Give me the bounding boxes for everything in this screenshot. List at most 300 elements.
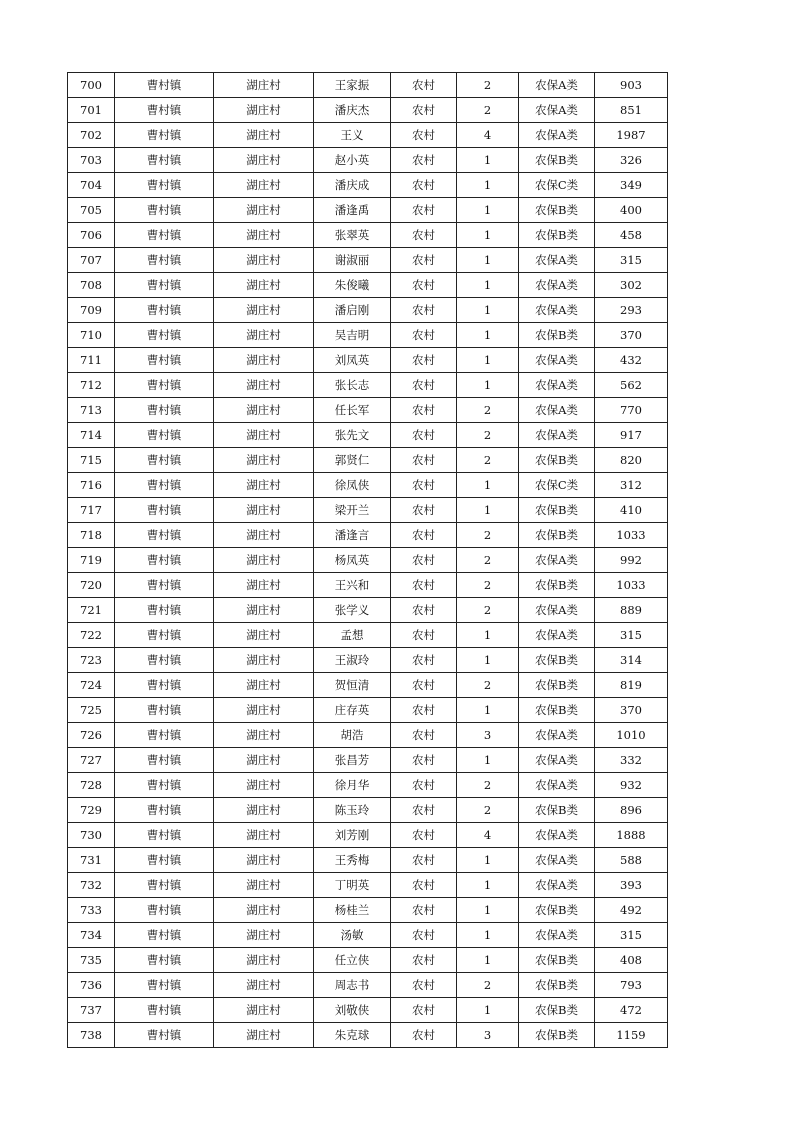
village-cell: 湖庄村 xyxy=(214,698,314,723)
amount-cell: 432 xyxy=(595,348,668,373)
name-cell: 张翠英 xyxy=(314,223,391,248)
amount-cell: 820 xyxy=(595,448,668,473)
row-number-cell: 721 xyxy=(68,598,115,623)
name-cell: 汤敏 xyxy=(314,923,391,948)
household-size-cell: 1 xyxy=(457,698,519,723)
village-cell: 湖庄村 xyxy=(214,298,314,323)
amount-cell: 410 xyxy=(595,498,668,523)
amount-cell: 472 xyxy=(595,998,668,1023)
household-size-cell: 2 xyxy=(457,98,519,123)
household-size-cell: 2 xyxy=(457,523,519,548)
area-type-cell: 农村 xyxy=(391,998,457,1023)
village-cell: 湖庄村 xyxy=(214,823,314,848)
area-type-cell: 农村 xyxy=(391,598,457,623)
category-cell: 农保A类 xyxy=(519,373,595,398)
village-cell: 湖庄村 xyxy=(214,423,314,448)
row-number-cell: 700 xyxy=(68,73,115,98)
household-size-cell: 1 xyxy=(457,923,519,948)
category-cell: 农保B类 xyxy=(519,973,595,998)
village-cell: 湖庄村 xyxy=(214,973,314,998)
town-cell: 曹村镇 xyxy=(115,173,214,198)
town-cell: 曹村镇 xyxy=(115,898,214,923)
category-cell: 农保B类 xyxy=(519,498,595,523)
town-cell: 曹村镇 xyxy=(115,873,214,898)
village-cell: 湖庄村 xyxy=(214,998,314,1023)
category-cell: 农保B类 xyxy=(519,448,595,473)
row-number-cell: 704 xyxy=(68,173,115,198)
household-size-cell: 1 xyxy=(457,323,519,348)
name-cell: 朱俊曦 xyxy=(314,273,391,298)
village-cell: 湖庄村 xyxy=(214,848,314,873)
amount-cell: 314 xyxy=(595,648,668,673)
village-cell: 湖庄村 xyxy=(214,873,314,898)
row-number-cell: 714 xyxy=(68,423,115,448)
village-cell: 湖庄村 xyxy=(214,573,314,598)
roster-body xyxy=(68,73,668,1048)
table-row xyxy=(68,98,668,123)
village-cell: 湖庄村 xyxy=(214,548,314,573)
household-size-cell: 3 xyxy=(457,1023,519,1048)
village-cell: 湖庄村 xyxy=(214,798,314,823)
row-number-cell: 706 xyxy=(68,223,115,248)
area-type-cell: 农村 xyxy=(391,73,457,98)
table-row xyxy=(68,1023,668,1048)
category-cell: 农保A类 xyxy=(519,273,595,298)
name-cell: 谢淑丽 xyxy=(314,248,391,273)
town-cell: 曹村镇 xyxy=(115,598,214,623)
household-size-cell: 4 xyxy=(457,123,519,148)
town-cell: 曹村镇 xyxy=(115,148,214,173)
village-cell: 湖庄村 xyxy=(214,273,314,298)
town-cell: 曹村镇 xyxy=(115,673,214,698)
area-type-cell: 农村 xyxy=(391,198,457,223)
area-type-cell: 农村 xyxy=(391,123,457,148)
table-row xyxy=(68,498,668,523)
household-size-cell: 2 xyxy=(457,398,519,423)
household-size-cell: 2 xyxy=(457,773,519,798)
name-cell: 徐月华 xyxy=(314,773,391,798)
table-row xyxy=(68,348,668,373)
amount-cell: 1033 xyxy=(595,573,668,598)
household-size-cell: 1 xyxy=(457,473,519,498)
village-cell: 湖庄村 xyxy=(214,748,314,773)
category-cell: 农保A类 xyxy=(519,398,595,423)
name-cell: 潘庆杰 xyxy=(314,98,391,123)
category-cell: 农保A类 xyxy=(519,548,595,573)
household-size-cell: 1 xyxy=(457,173,519,198)
area-type-cell: 农村 xyxy=(391,548,457,573)
category-cell: 农保B类 xyxy=(519,698,595,723)
area-type-cell: 农村 xyxy=(391,498,457,523)
category-cell: 农保B类 xyxy=(519,648,595,673)
town-cell: 曹村镇 xyxy=(115,648,214,673)
table-row xyxy=(68,448,668,473)
amount-cell: 315 xyxy=(595,623,668,648)
category-cell: 农保A类 xyxy=(519,73,595,98)
town-cell: 曹村镇 xyxy=(115,473,214,498)
row-number-cell: 713 xyxy=(68,398,115,423)
area-type-cell: 农村 xyxy=(391,173,457,198)
category-cell: 农保A类 xyxy=(519,598,595,623)
table-row xyxy=(68,298,668,323)
category-cell: 农保B类 xyxy=(519,798,595,823)
row-number-cell: 702 xyxy=(68,123,115,148)
table-row xyxy=(68,748,668,773)
household-size-cell: 1 xyxy=(457,873,519,898)
row-number-cell: 717 xyxy=(68,498,115,523)
name-cell: 任长军 xyxy=(314,398,391,423)
village-cell: 湖庄村 xyxy=(214,648,314,673)
table-row xyxy=(68,173,668,198)
village-cell: 湖庄村 xyxy=(214,98,314,123)
category-cell: 农保B类 xyxy=(519,998,595,1023)
category-cell: 农保A类 xyxy=(519,623,595,648)
table-row xyxy=(68,898,668,923)
category-cell: 农保A类 xyxy=(519,823,595,848)
village-cell: 湖庄村 xyxy=(214,948,314,973)
category-cell: 农保B类 xyxy=(519,673,595,698)
name-cell: 朱克球 xyxy=(314,1023,391,1048)
village-cell: 湖庄村 xyxy=(214,398,314,423)
table-row xyxy=(68,948,668,973)
row-number-cell: 727 xyxy=(68,748,115,773)
amount-cell: 1159 xyxy=(595,1023,668,1048)
category-cell: 农保A类 xyxy=(519,248,595,273)
table-row xyxy=(68,823,668,848)
area-type-cell: 农村 xyxy=(391,648,457,673)
village-cell: 湖庄村 xyxy=(214,623,314,648)
amount-cell: 458 xyxy=(595,223,668,248)
household-size-cell: 2 xyxy=(457,973,519,998)
household-size-cell: 2 xyxy=(457,448,519,473)
amount-cell: 1033 xyxy=(595,523,668,548)
amount-cell: 393 xyxy=(595,873,668,898)
amount-cell: 793 xyxy=(595,973,668,998)
table-row xyxy=(68,548,668,573)
household-size-cell: 2 xyxy=(457,798,519,823)
row-number-cell: 738 xyxy=(68,1023,115,1048)
amount-cell: 992 xyxy=(595,548,668,573)
village-cell: 湖庄村 xyxy=(214,173,314,198)
row-number-cell: 733 xyxy=(68,898,115,923)
category-cell: 农保B类 xyxy=(519,948,595,973)
row-number-cell: 729 xyxy=(68,798,115,823)
table-row xyxy=(68,223,668,248)
name-cell: 张先文 xyxy=(314,423,391,448)
town-cell: 曹村镇 xyxy=(115,398,214,423)
category-cell: 农保A类 xyxy=(519,723,595,748)
amount-cell: 400 xyxy=(595,198,668,223)
town-cell: 曹村镇 xyxy=(115,848,214,873)
area-type-cell: 农村 xyxy=(391,223,457,248)
area-type-cell: 农村 xyxy=(391,723,457,748)
town-cell: 曹村镇 xyxy=(115,773,214,798)
row-number-cell: 711 xyxy=(68,348,115,373)
household-size-cell: 1 xyxy=(457,223,519,248)
village-cell: 湖庄村 xyxy=(214,723,314,748)
town-cell: 曹村镇 xyxy=(115,323,214,348)
town-cell: 曹村镇 xyxy=(115,948,214,973)
town-cell: 曹村镇 xyxy=(115,448,214,473)
town-cell: 曹村镇 xyxy=(115,273,214,298)
name-cell: 陈玉玲 xyxy=(314,798,391,823)
village-cell: 湖庄村 xyxy=(214,198,314,223)
category-cell: 农保A类 xyxy=(519,423,595,448)
town-cell: 曹村镇 xyxy=(115,298,214,323)
area-type-cell: 农村 xyxy=(391,698,457,723)
amount-cell: 293 xyxy=(595,298,668,323)
amount-cell: 851 xyxy=(595,98,668,123)
town-cell: 曹村镇 xyxy=(115,373,214,398)
household-size-cell: 2 xyxy=(457,673,519,698)
name-cell: 王兴和 xyxy=(314,573,391,598)
area-type-cell: 农村 xyxy=(391,923,457,948)
table-row xyxy=(68,623,668,648)
town-cell: 曹村镇 xyxy=(115,923,214,948)
row-number-cell: 724 xyxy=(68,673,115,698)
table-row xyxy=(68,123,668,148)
name-cell: 庄存英 xyxy=(314,698,391,723)
amount-cell: 770 xyxy=(595,398,668,423)
town-cell: 曹村镇 xyxy=(115,798,214,823)
area-type-cell: 农村 xyxy=(391,448,457,473)
row-number-cell: 725 xyxy=(68,698,115,723)
table-row xyxy=(68,773,668,798)
village-cell: 湖庄村 xyxy=(214,148,314,173)
area-type-cell: 农村 xyxy=(391,398,457,423)
name-cell: 周志书 xyxy=(314,973,391,998)
area-type-cell: 农村 xyxy=(391,948,457,973)
row-number-cell: 720 xyxy=(68,573,115,598)
name-cell: 任立侠 xyxy=(314,948,391,973)
area-type-cell: 农村 xyxy=(391,423,457,448)
area-type-cell: 农村 xyxy=(391,623,457,648)
row-number-cell: 709 xyxy=(68,298,115,323)
household-size-cell: 1 xyxy=(457,273,519,298)
amount-cell: 896 xyxy=(595,798,668,823)
amount-cell: 1010 xyxy=(595,723,668,748)
row-number-cell: 718 xyxy=(68,523,115,548)
name-cell: 丁明英 xyxy=(314,873,391,898)
household-size-cell: 1 xyxy=(457,998,519,1023)
village-cell: 湖庄村 xyxy=(214,673,314,698)
household-size-cell: 1 xyxy=(457,898,519,923)
name-cell: 潘逢言 xyxy=(314,523,391,548)
table-row xyxy=(68,573,668,598)
household-size-cell: 1 xyxy=(457,948,519,973)
household-size-cell: 3 xyxy=(457,723,519,748)
area-type-cell: 农村 xyxy=(391,148,457,173)
row-number-cell: 734 xyxy=(68,923,115,948)
amount-cell: 932 xyxy=(595,773,668,798)
table-row xyxy=(68,148,668,173)
name-cell: 吴吉明 xyxy=(314,323,391,348)
town-cell: 曹村镇 xyxy=(115,573,214,598)
row-number-cell: 707 xyxy=(68,248,115,273)
area-type-cell: 农村 xyxy=(391,373,457,398)
household-size-cell: 4 xyxy=(457,823,519,848)
village-cell: 湖庄村 xyxy=(214,773,314,798)
table-row xyxy=(68,373,668,398)
amount-cell: 408 xyxy=(595,948,668,973)
village-cell: 湖庄村 xyxy=(214,223,314,248)
amount-cell: 917 xyxy=(595,423,668,448)
area-type-cell: 农村 xyxy=(391,573,457,598)
amount-cell: 315 xyxy=(595,923,668,948)
town-cell: 曹村镇 xyxy=(115,98,214,123)
area-type-cell: 农村 xyxy=(391,748,457,773)
household-size-cell: 2 xyxy=(457,73,519,98)
area-type-cell: 农村 xyxy=(391,298,457,323)
amount-cell: 370 xyxy=(595,323,668,348)
table-row xyxy=(68,273,668,298)
row-number-cell: 726 xyxy=(68,723,115,748)
table-row xyxy=(68,723,668,748)
amount-cell: 326 xyxy=(595,148,668,173)
household-size-cell: 1 xyxy=(457,298,519,323)
town-cell: 曹村镇 xyxy=(115,223,214,248)
town-cell: 曹村镇 xyxy=(115,123,214,148)
area-type-cell: 农村 xyxy=(391,273,457,298)
name-cell: 刘凤英 xyxy=(314,348,391,373)
area-type-cell: 农村 xyxy=(391,473,457,498)
row-number-cell: 723 xyxy=(68,648,115,673)
village-cell: 湖庄村 xyxy=(214,373,314,398)
town-cell: 曹村镇 xyxy=(115,748,214,773)
village-cell: 湖庄村 xyxy=(214,348,314,373)
area-type-cell: 农村 xyxy=(391,898,457,923)
amount-cell: 903 xyxy=(595,73,668,98)
town-cell: 曹村镇 xyxy=(115,998,214,1023)
area-type-cell: 农村 xyxy=(391,1023,457,1048)
town-cell: 曹村镇 xyxy=(115,1023,214,1048)
category-cell: 农保B类 xyxy=(519,523,595,548)
category-cell: 农保A类 xyxy=(519,923,595,948)
name-cell: 刘敬侠 xyxy=(314,998,391,1023)
area-type-cell: 农村 xyxy=(391,348,457,373)
table-row xyxy=(68,848,668,873)
household-size-cell: 1 xyxy=(457,248,519,273)
name-cell: 杨桂兰 xyxy=(314,898,391,923)
area-type-cell: 农村 xyxy=(391,673,457,698)
town-cell: 曹村镇 xyxy=(115,523,214,548)
town-cell: 曹村镇 xyxy=(115,698,214,723)
category-cell: 农保B类 xyxy=(519,1023,595,1048)
category-cell: 农保B类 xyxy=(519,323,595,348)
name-cell: 赵小英 xyxy=(314,148,391,173)
household-size-cell: 1 xyxy=(457,623,519,648)
name-cell: 梁开兰 xyxy=(314,498,391,523)
name-cell: 王秀梅 xyxy=(314,848,391,873)
name-cell: 王义 xyxy=(314,123,391,148)
household-size-cell: 1 xyxy=(457,373,519,398)
town-cell: 曹村镇 xyxy=(115,823,214,848)
household-size-cell: 2 xyxy=(457,548,519,573)
household-size-cell: 1 xyxy=(457,498,519,523)
table-row xyxy=(68,973,668,998)
town-cell: 曹村镇 xyxy=(115,198,214,223)
category-cell: 农保B类 xyxy=(519,198,595,223)
amount-cell: 492 xyxy=(595,898,668,923)
name-cell: 刘芳刚 xyxy=(314,823,391,848)
roster-table xyxy=(67,72,668,1048)
row-number-cell: 732 xyxy=(68,873,115,898)
name-cell: 王淑玲 xyxy=(314,648,391,673)
name-cell: 张长志 xyxy=(314,373,391,398)
area-type-cell: 农村 xyxy=(391,798,457,823)
table-row xyxy=(68,398,668,423)
name-cell: 胡浩 xyxy=(314,723,391,748)
household-size-cell: 1 xyxy=(457,198,519,223)
row-number-cell: 710 xyxy=(68,323,115,348)
amount-cell: 315 xyxy=(595,248,668,273)
village-cell: 湖庄村 xyxy=(214,473,314,498)
amount-cell: 562 xyxy=(595,373,668,398)
table-row xyxy=(68,598,668,623)
table-row xyxy=(68,923,668,948)
town-cell: 曹村镇 xyxy=(115,73,214,98)
table-row xyxy=(68,523,668,548)
amount-cell: 1987 xyxy=(595,123,668,148)
table-row xyxy=(68,648,668,673)
village-cell: 湖庄村 xyxy=(214,73,314,98)
row-number-cell: 703 xyxy=(68,148,115,173)
row-number-cell: 715 xyxy=(68,448,115,473)
category-cell: 农保A类 xyxy=(519,748,595,773)
village-cell: 湖庄村 xyxy=(214,448,314,473)
row-number-cell: 712 xyxy=(68,373,115,398)
town-cell: 曹村镇 xyxy=(115,423,214,448)
category-cell: 农保B类 xyxy=(519,898,595,923)
table-row xyxy=(68,798,668,823)
area-type-cell: 农村 xyxy=(391,848,457,873)
row-number-cell: 730 xyxy=(68,823,115,848)
town-cell: 曹村镇 xyxy=(115,348,214,373)
amount-cell: 819 xyxy=(595,673,668,698)
row-number-cell: 716 xyxy=(68,473,115,498)
row-number-cell: 735 xyxy=(68,948,115,973)
town-cell: 曹村镇 xyxy=(115,498,214,523)
category-cell: 农保C类 xyxy=(519,173,595,198)
area-type-cell: 农村 xyxy=(391,773,457,798)
name-cell: 张学义 xyxy=(314,598,391,623)
table-row xyxy=(68,998,668,1023)
amount-cell: 889 xyxy=(595,598,668,623)
name-cell: 贺恒清 xyxy=(314,673,391,698)
row-number-cell: 719 xyxy=(68,548,115,573)
name-cell: 徐凤侠 xyxy=(314,473,391,498)
category-cell: 农保B类 xyxy=(519,573,595,598)
village-cell: 湖庄村 xyxy=(214,248,314,273)
household-size-cell: 2 xyxy=(457,573,519,598)
village-cell: 湖庄村 xyxy=(214,523,314,548)
name-cell: 潘启刚 xyxy=(314,298,391,323)
category-cell: 农保A类 xyxy=(519,298,595,323)
town-cell: 曹村镇 xyxy=(115,973,214,998)
category-cell: 农保A类 xyxy=(519,348,595,373)
table-row xyxy=(68,73,668,98)
name-cell: 杨凤英 xyxy=(314,548,391,573)
town-cell: 曹村镇 xyxy=(115,723,214,748)
area-type-cell: 农村 xyxy=(391,323,457,348)
town-cell: 曹村镇 xyxy=(115,548,214,573)
table-row xyxy=(68,323,668,348)
area-type-cell: 农村 xyxy=(391,973,457,998)
category-cell: 农保A类 xyxy=(519,873,595,898)
table-row xyxy=(68,698,668,723)
household-size-cell: 1 xyxy=(457,648,519,673)
name-cell: 王家振 xyxy=(314,73,391,98)
